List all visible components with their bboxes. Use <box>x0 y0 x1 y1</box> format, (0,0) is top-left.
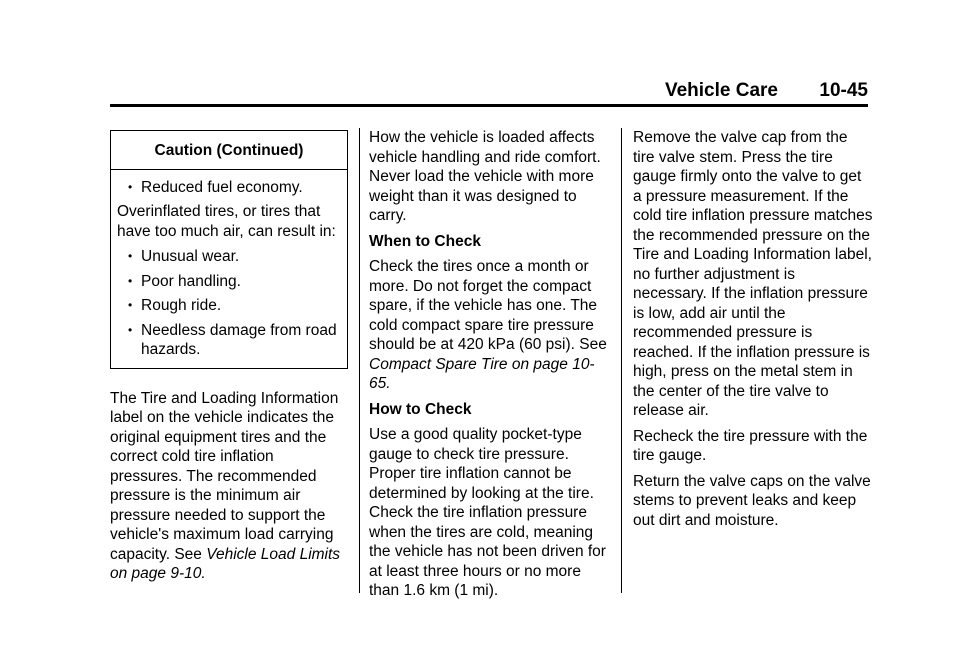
caution-bullet: • Unusual wear. <box>117 247 341 267</box>
caution-bullet-fuel: • Reduced fuel economy. <box>117 178 341 198</box>
caution-box <box>110 130 348 369</box>
caution-title: Caution (Continued) <box>111 131 347 170</box>
section-title: Vehicle Care <box>664 80 778 101</box>
overinflated-text: Overinflated tires, or tires that have too much air, can result in: <box>117 203 336 240</box>
compact-spare-reference[interactable]: Compact Spare Tire on page 10-65. <box>369 355 595 392</box>
column-3 <box>633 128 873 536</box>
column-divider-2 <box>621 128 622 593</box>
column-2 <box>369 128 609 607</box>
column-divider-1 <box>359 128 360 593</box>
when-para-text: Check the tires once a month or more. Do not forget the compact spare, if the vehicle has one. The cold compact spare tire pressure should be at 420 kPa (60 psi). See <box>369 258 607 353</box>
caution-bullet: • Needless damage from road hazards. <box>117 321 341 360</box>
when-to-check-heading: When to Check <box>369 232 481 250</box>
label-paragraph <box>110 389 348 584</box>
how-to-check-heading: How to Check <box>369 400 472 418</box>
return-caps-paragraph: Return the valve caps on the valve stems to prevent leaks and keep out dirt and moisture. <box>633 472 871 529</box>
loaded-paragraph: How the vehicle is loaded affects vehicle handling and ride comfort. Never load the vehicle with more weight than it was designed to carry. <box>369 129 601 224</box>
when-to-check-paragraph <box>369 257 609 394</box>
label-para-text: The Tire and Loading Information label on the vehicle indicates the original equipment tires and the correct cold tire inflation pressures. The recommended pressure is the minimum air pressure needed to support the vehicle's maximum load carrying capacity. See <box>110 389 339 563</box>
page-header <box>110 80 868 107</box>
caution-body <box>111 170 347 368</box>
remove-valve-paragraph: Remove the valve cap from the tire valve stem. Press the tire gauge firmly onto the valve to get a pressure measurement. If the cold tire inflation pressure matches the recommended pressure on the Tire and Loading Information label, no further adjustment is necessary. If the inflation pressure is low, add air until the recommended pressure is reached. If the inflation pressure is high, press on the metal stem in the center of the tire valve to release air. <box>633 129 873 419</box>
caution-bullet: • Rough ride. <box>117 296 341 316</box>
load-limits-reference[interactable]: Vehicle Load Limits on page 9-10. <box>110 545 341 582</box>
how-to-check-paragraph: Use a good quality pocket-type gauge to check tire pressure. Proper tire inflation cannot be determined by looking at the tire. Check the tire inflation pressure when the tires are cold, meaning the vehicle has not been driven for at least three hours or no more than 1.6 km (1 mi). <box>369 426 606 599</box>
column-1 <box>110 128 348 584</box>
caution-bullet: • Poor handling. <box>117 272 341 292</box>
page-number: 10-45 <box>819 80 868 101</box>
recheck-paragraph: Recheck the tire pressure with the tire gauge. <box>633 427 868 464</box>
